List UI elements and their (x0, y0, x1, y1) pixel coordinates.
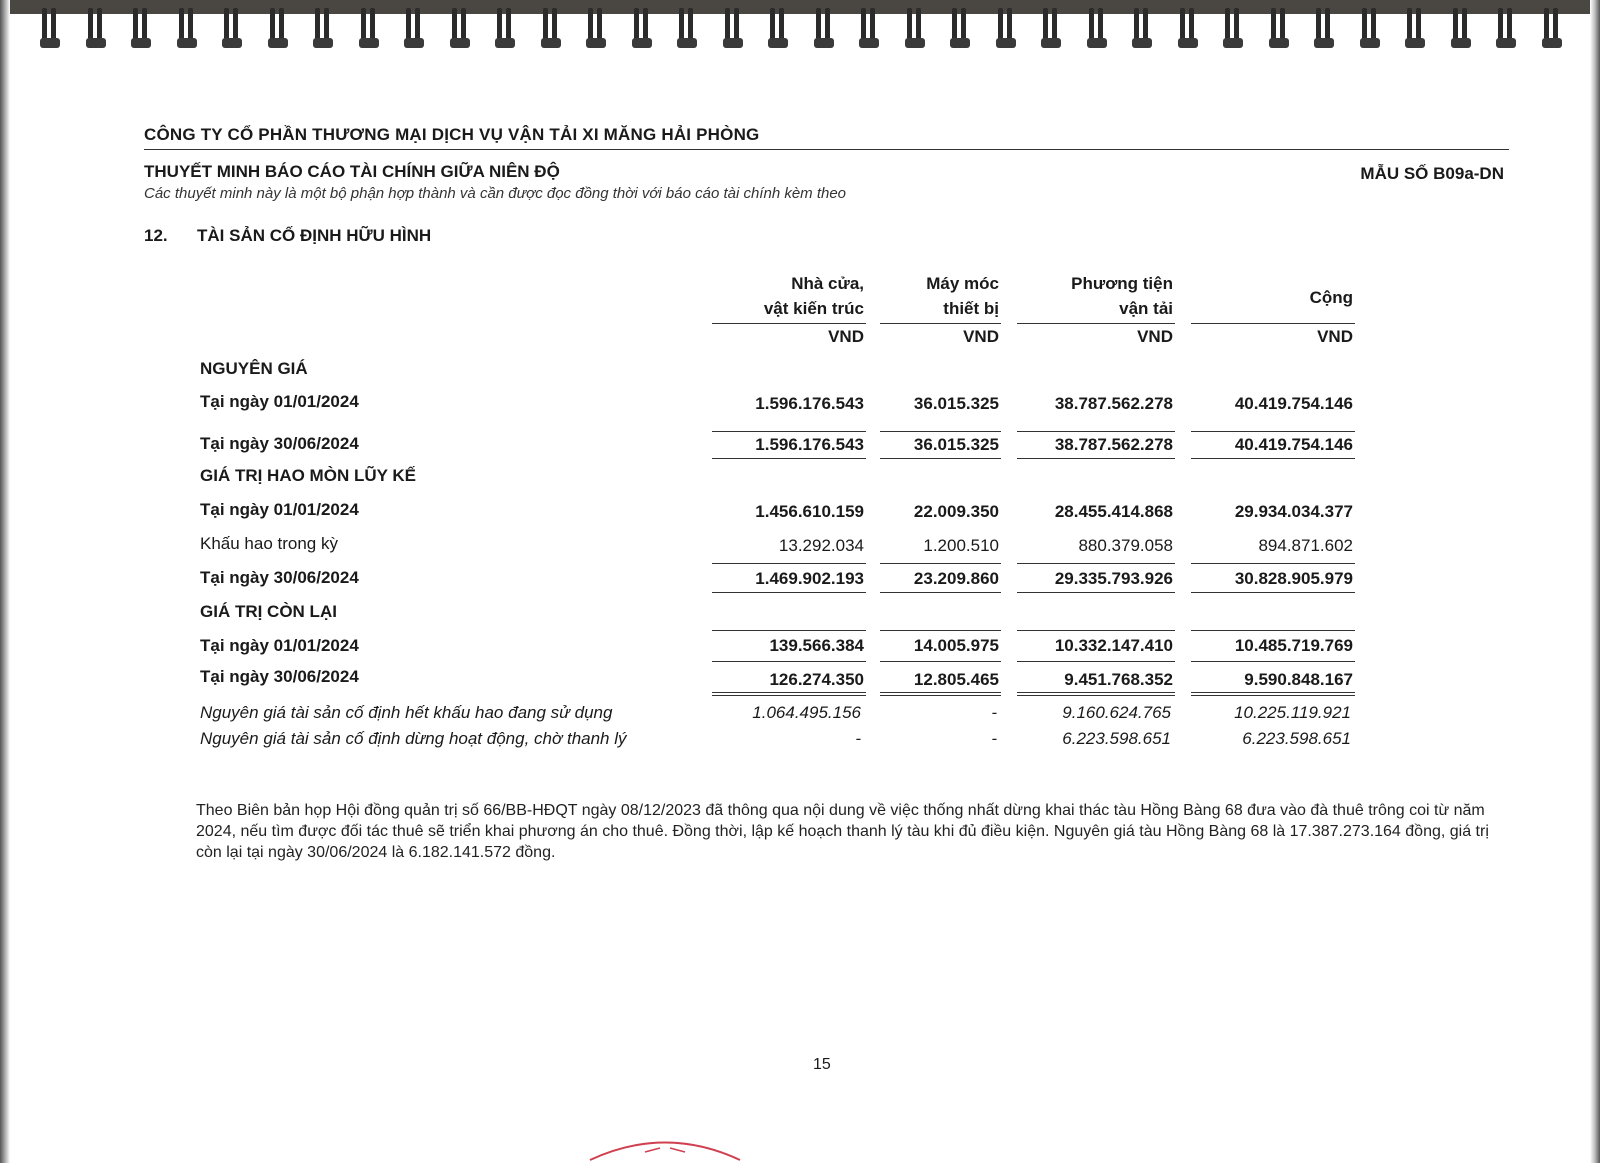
column-header-line2: vật kiến trúc (763, 299, 864, 318)
binding-ring (1496, 8, 1516, 52)
column-header-machinery (880, 271, 999, 321)
table-cell: 23.209.860 (913, 569, 999, 588)
row-label: Nguyên giá tài sản cố định dừng hoạt động, chờ thanh lý (200, 729, 627, 748)
binding-ring (1132, 8, 1152, 52)
table-cell: 139.566.384 (769, 636, 864, 655)
header-rule (880, 323, 1001, 324)
subtotal-rule (712, 661, 866, 662)
binding-ring (723, 8, 743, 52)
row-label: Tại ngày 30/06/2024 (200, 568, 359, 587)
table-cell: 13.292.034 (778, 536, 864, 555)
form-code: MẪU SỐ B09a-DN (1360, 164, 1504, 183)
total-rule (1017, 458, 1175, 459)
row-label: Nguyên giá tài sản cố định hết khấu hao đang sử dụng (200, 703, 613, 722)
subtotal-rule (1017, 563, 1175, 564)
page-right-edge (1590, 0, 1600, 1163)
table-cell: 12.805.465 (913, 670, 999, 689)
group-heading-net: GIÁ TRỊ CÒN LẠI (200, 602, 337, 621)
company-name: CÔNG TY CỔ PHẦN THƯƠNG MẠI DỊCH VỤ VẬN TẢI XI MĂNG HẢI PHÒNG (144, 125, 1509, 150)
binding-ring (222, 8, 242, 52)
binding-ring (313, 8, 333, 52)
column-header-line1: Phương tiện (1071, 274, 1173, 293)
table-cell: - (991, 729, 997, 748)
column-header-line1: Máy móc (926, 274, 999, 293)
subtotal-rule (1191, 563, 1355, 564)
column-header-line1: Cộng (1309, 288, 1353, 307)
binding-ring (1041, 8, 1061, 52)
report-subtitle: Các thuyết minh này là một bộ phận hợp thành và cần được đọc đồng thời với báo cáo tài chính kèm theo (144, 185, 847, 202)
binding-ring (996, 8, 1016, 52)
subtotal-rule (1191, 630, 1355, 631)
column-unit: VND (963, 327, 999, 346)
table-cell: 30.828.905.979 (1234, 569, 1353, 588)
double-total-rule (880, 692, 1001, 696)
row-label: Tại ngày 30/06/2024 (200, 667, 359, 686)
table-cell: 10.225.119.921 (1234, 703, 1351, 722)
row-label: Tại ngày 01/01/2024 (200, 500, 359, 519)
row-label: Tại ngày 01/01/2024 (200, 636, 359, 655)
binding-ring (1269, 8, 1289, 52)
table-cell: 36.015.325 (913, 394, 999, 413)
table-cell: 1.596.176.543 (755, 435, 864, 454)
table-cell: 29.335.793.926 (1054, 569, 1173, 588)
column-header-total (1189, 285, 1353, 310)
binding-ring (677, 8, 697, 52)
binding-ring (586, 8, 606, 52)
subtotal-rule (712, 630, 866, 631)
total-rule (880, 592, 1001, 593)
header-rule (1017, 323, 1175, 324)
subtotal-rule (712, 431, 866, 432)
binding-ring (131, 8, 151, 52)
table-cell: 6.223.598.651 (1062, 729, 1171, 748)
column-unit: VND (1317, 327, 1353, 346)
binding-ring (1542, 8, 1562, 52)
binding-ring (632, 8, 652, 52)
binding-ring (177, 8, 197, 52)
subtotal-rule (880, 661, 1001, 662)
total-rule (1017, 592, 1175, 593)
column-unit: VND (828, 327, 864, 346)
binding-ring (1178, 8, 1198, 52)
section-number: 12. (144, 226, 168, 245)
page-left-edge (0, 0, 10, 1163)
binding-ring (1360, 8, 1380, 52)
subtotal-rule (712, 563, 866, 564)
subtotal-rule (1191, 431, 1355, 432)
table-cell: 1.064.495.156 (752, 703, 861, 722)
report-title: THUYẾT MINH BÁO CÁO TÀI CHÍNH GIỮA NIÊN ĐỘ (144, 162, 560, 181)
subtotal-rule (1017, 661, 1175, 662)
table-cell: 9.451.768.352 (1064, 670, 1173, 689)
table-cell: 1.469.902.193 (755, 569, 864, 588)
double-total-rule (712, 692, 866, 696)
binding-ring (541, 8, 561, 52)
binding-ring (859, 8, 879, 52)
binding-ring (1314, 8, 1334, 52)
table-cell: 28.455.414.868 (1054, 502, 1173, 521)
column-header-line2: vận tải (1119, 299, 1173, 318)
column-header-line1: Nhà cửa, (791, 274, 864, 293)
header-rule (712, 323, 866, 324)
table-cell: 22.009.350 (913, 502, 999, 521)
total-rule (712, 592, 866, 593)
column-unit: VND (1137, 327, 1173, 346)
subtotal-rule (880, 431, 1001, 432)
table-cell: 14.005.975 (913, 636, 999, 655)
section-title: TÀI SẢN CỐ ĐỊNH HỮU HÌNH (197, 226, 432, 245)
binding-ring (40, 8, 60, 52)
binding-ring (1405, 8, 1425, 52)
table-cell: 38.787.562.278 (1054, 394, 1173, 413)
binding-ring (404, 8, 424, 52)
total-rule (1191, 458, 1355, 459)
binding-ring (1451, 8, 1471, 52)
table-cell: 894.871.602 (1258, 536, 1353, 555)
table-cell: 10.332.147.410 (1054, 636, 1173, 655)
binding-ring (495, 8, 515, 52)
table-cell: 9.160.624.765 (1062, 703, 1171, 722)
subtotal-rule (880, 563, 1001, 564)
page-number: 15 (813, 1056, 831, 1073)
column-header-buildings (714, 271, 864, 321)
table-cell: - (855, 729, 861, 748)
table-cell: 880.379.058 (1078, 536, 1173, 555)
table-cell: 6.223.598.651 (1242, 729, 1351, 748)
total-rule (1191, 592, 1355, 593)
double-total-rule (1191, 692, 1355, 696)
binding-ring (1087, 8, 1107, 52)
binding-ring (768, 8, 788, 52)
subtotal-rule (1017, 431, 1175, 432)
subtotal-rule (1017, 630, 1175, 631)
table-cell: 1.596.176.543 (755, 394, 864, 413)
binding-ring (86, 8, 106, 52)
table-cell: 40.419.754.146 (1234, 435, 1353, 454)
binding-ring (359, 8, 379, 52)
table-cell: 29.934.034.377 (1234, 502, 1353, 521)
explanatory-note: Theo Biên bản họp Hội đồng quản trị số 66/BB-HĐQT ngày 08/12/2023 đã thông qua nội dung về việc thống nhất dừng khai thác tàu Hồng Bàng 68 đưa vào đà thuê trông coi từ năm 2024, nếu tìm được đối tác thuê sẽ triển khai phương án cho thuê. Đồng thời, lập kế hoạch thanh lý tàu khi đủ điều kiện. Nguyên giá tàu Hồng Bàng 68 là 17.387.273.164 đồng, giá trị còn lại tại ngày 30/06/2024 là 6.182.141.572 đồng. (196, 802, 1489, 861)
binding-ring (268, 8, 288, 52)
binding-ring (814, 8, 834, 52)
table-cell: 126.274.350 (769, 670, 864, 689)
table-cell: 38.787.562.278 (1054, 435, 1173, 454)
row-label: Tại ngày 01/01/2024 (200, 392, 359, 411)
binding-ring (950, 8, 970, 52)
total-rule (712, 458, 866, 459)
group-heading-depreciation: GIÁ TRỊ HAO MÒN LŨY KẾ (200, 466, 416, 485)
table-cell: 1.456.610.159 (755, 502, 864, 521)
subtotal-rule (1191, 661, 1355, 662)
double-total-rule (1017, 692, 1175, 696)
table-cell: 36.015.325 (913, 435, 999, 454)
row-label: Tại ngày 30/06/2024 (200, 434, 359, 453)
table-cell: 10.485.719.769 (1234, 636, 1353, 655)
row-label: Khấu hao trong kỳ (200, 534, 338, 553)
subtotal-rule (880, 630, 1001, 631)
binding-ring (1223, 8, 1243, 52)
group-heading-cost: NGUYÊN GIÁ (200, 359, 308, 378)
column-header-vehicles (1015, 271, 1173, 321)
table-cell: 9.590.848.167 (1244, 670, 1353, 689)
column-header-line2: thiết bị (943, 299, 999, 318)
table-cell: - (991, 703, 997, 722)
binding-ring (450, 8, 470, 52)
spiral-binding (0, 0, 1600, 58)
stamp-fragment (585, 1130, 745, 1170)
total-rule (880, 458, 1001, 459)
table-cell: 1.200.510 (923, 536, 999, 555)
binding-rings (40, 8, 1600, 54)
table-cell: 40.419.754.146 (1234, 394, 1353, 413)
header-rule (1191, 323, 1355, 324)
binding-ring (905, 8, 925, 52)
